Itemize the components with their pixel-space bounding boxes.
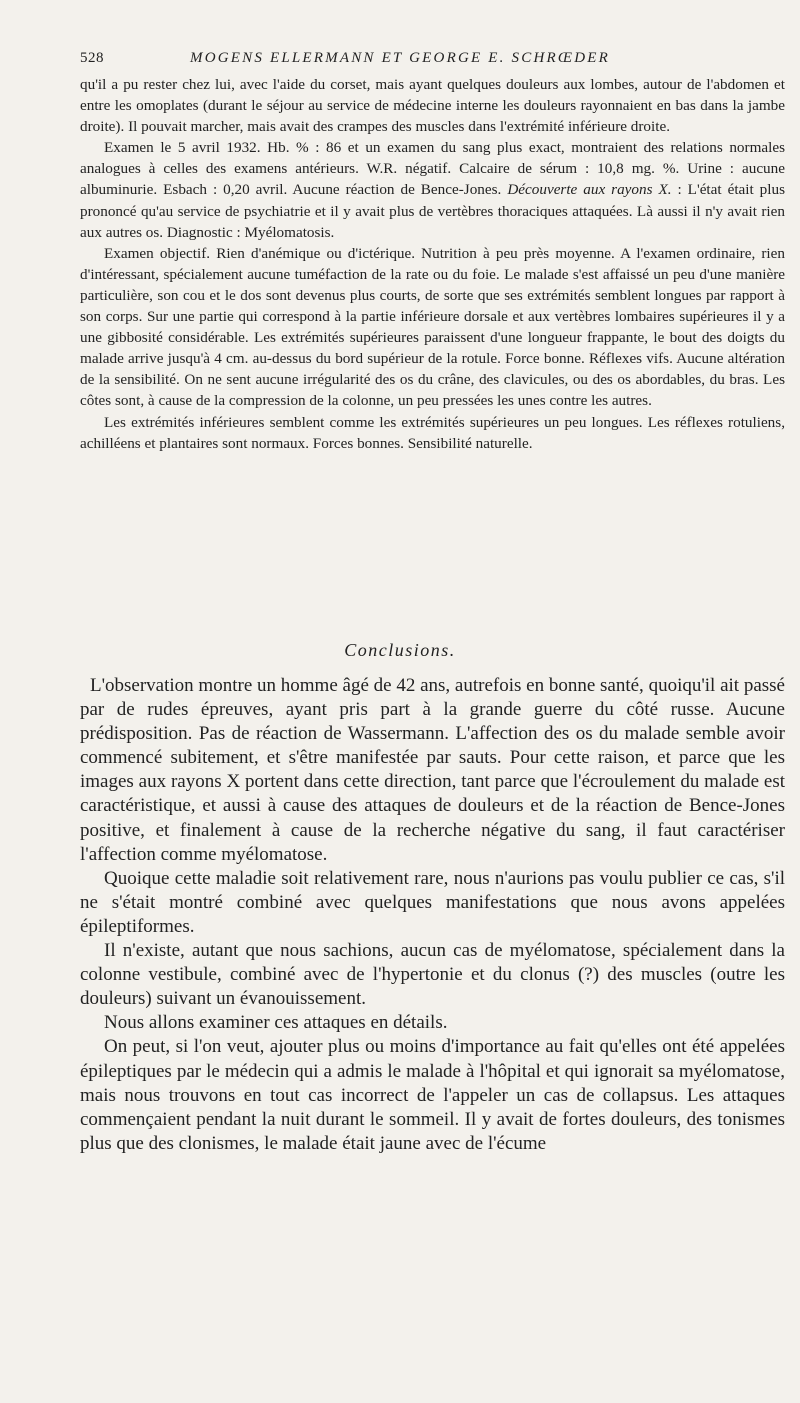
conclusion-paragraph: Nous allons examiner ces attaques en détails.	[104, 1012, 448, 1034]
running-title: MOGENS ELLERMANN ET GEORGE E. SCHRŒDER	[190, 50, 610, 66]
conclusion-paragraph: L'observation montre un homme âgé de 42 ans, autrefois en bonne santé, quoiqu'il ait passé par de rudes épreuves, ayant pris part à la grande guerre du côté russe. Aucune prédisposition. Pas de réaction de Wassermann. L'affection des os du malade semble avoir commencé subitement, et s'être manifestée par sauts. Pour cette raison, et parce que les images aux rayons X portent dans cette direction, tant parce que l'écroulement du malade est caractéristique, et aussi à cause des attaques de douleurs et de la réaction de Bence-Jones positive, et finalement à cause de la recherche négative du sang, il faut caractériser l'affection comme myélomatose.	[80, 675, 785, 865]
paragraph-continuation: qu'il a pu rester chez lui, avec l'aide du corset, mais ayant quelques douleurs aux lombes, autour de l'abdomen et entre les omoplates (durant le séjour au service de médecine interne les douleurs rayonnaient en bas dans la jambe droite). Il pouvait marcher, mais avait des crampes des muscles dans l'extrémité inférieure droite.	[80, 76, 785, 136]
conclusion-paragraph: On peut, si l'on veut, ajouter plus ou moins d'importance au fait qu'elles ont été appelées épileptiques par le médecin qui a admis le malade à l'hôpital et qui ignorait sa myélomatose, mais nous trouvons en tout cas incorrect de l'appeler un cas de collapsus. Les attaques commençaient pendant la nuit durant le sommeil. Il y avait de fortes douleurs, des tonismes plus que des clonismes, le malade était jaune avec de l'écume	[80, 1036, 785, 1154]
paragraph-lower-extremities: Les extrémités inférieures semblent comme les extrémités supérieures un peu longues. Les réflexes rotuliens, achilléens et plantaires sont normaux. Forces bonnes. Sensibilité naturelle.	[80, 413, 785, 452]
conclusion-paragraph: Il n'existe, autant que nous sachions, aucun cas de myélomatose, spécialement dans la colonne vestibule, combiné avec de l'hypertonie et du clonus (?) des muscles (outre les douleurs) suivant un évanouissement.	[80, 940, 785, 1010]
conclusions-heading: Conclusions.	[344, 640, 456, 660]
conclusions-body	[80, 674, 785, 1156]
xray-discovery-text: : L'état était plus prononcé qu'au service de psychiatrie et il y avait plus de vertèbres thoraciques attaquées. Là aussi il n'y avait rien aux autres os. Diagnostic : Myélomatosis.	[80, 181, 785, 241]
case-report	[80, 74, 785, 454]
paragraph-objective-exam: Examen objectif. Rien d'anémique ou d'ictérique. Nutrition à peu près moyenne. A l'examen ordinaire, rien d'intéressant, spécialement aucune tuméfaction de la rate ou du foie. Le malade s'est affaissé un peu d'une manière particulière, son cou et le dos sont devenus plus courts, de sorte que ses extrémités semblent longues par rapport à son corps. Sur une partie qui correspond à la partie inférieure dorsale et aux vertèbres lombaires supérieures il y a une gibbosité considérable. Les extrémités supérieures paraissent d'une longueur frappante, le bout des doigts du malade arrive jusqu'à 4 cm. au-dessus du bord supérieur de la rotule. Force bonne. Réflexes vifs. Aucune altération de la sensibilité. On ne sent aucune irrégularité des os du crâne, des clavicules, ou des os abordables, du bras. Les côtes sont, à cause de la compression de la colonne, un peu pressées les unes contre les autres.	[80, 244, 785, 410]
page-number: 528	[80, 50, 104, 66]
examination-text: Examen le 5 avril 1932. Hb. % : 86 et un examen du sang plus exact, montraient des relations normales analogues à celles des examens antérieurs. W.R. négatif. Calcaire de sérum : 10,8 mg. %. Urine : aucune albuminurie. Esbach : 0,20 avril. Aucune réaction de Bence-Jones.	[80, 139, 785, 199]
running-head	[80, 50, 780, 70]
conclusion-paragraph: Quoique cette maladie soit relativement rare, nous n'aurions pas voulu publier ce cas, s'il ne s'était montré combiné avec quelques manifestations que nous avons appelées épileptiformes.	[80, 867, 785, 937]
paragraph-examination	[80, 137, 785, 242]
xray-discovery-label: Découverte aux rayons X.	[507, 181, 672, 199]
